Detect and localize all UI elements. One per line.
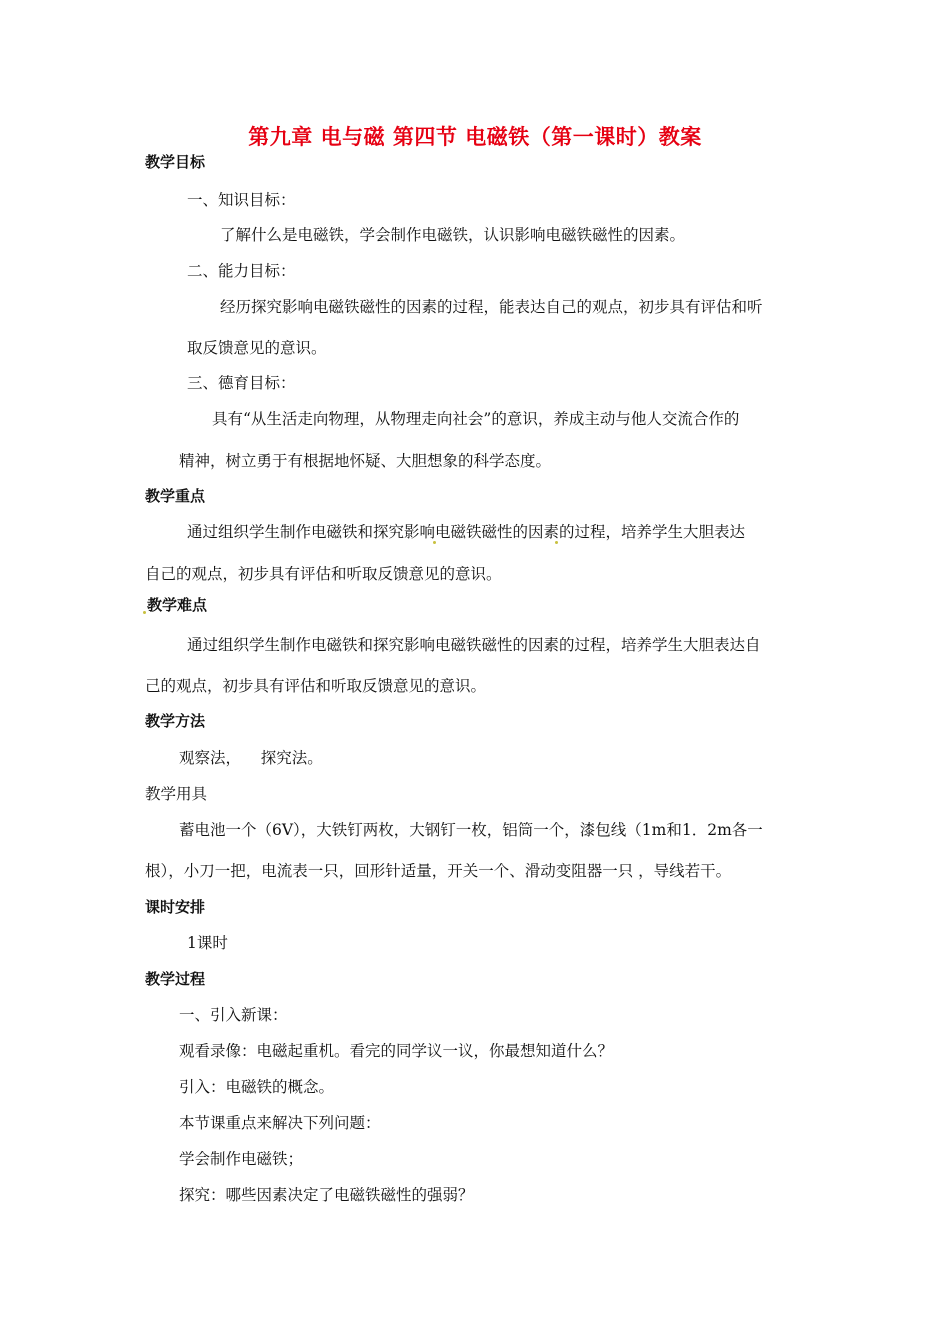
key-points-heading: 教学重点 [145,487,206,505]
ability-label: 二、能力目标： [187,262,296,280]
moral-text-line-1: 具有“从生活走向物理，从物理走向社会”的意识，养成主动与他人交流合作的 [212,410,740,428]
methods-heading: 教学方法 [145,712,206,730]
stray-mark [143,611,146,614]
key-points-line-1: 通过组织学生制作电磁铁和探究影响电磁铁磁性的因素的过程，培养学生大胆表达 [187,523,746,541]
tools-line-1: 蓄电池一个（6V），大铁钉两枚，大钢钉一枚，铝筒一个，漆包线（1m和1．2m各一 [179,821,763,839]
ability-text-line-1: 经历探究影响电磁铁磁性的因素的过程，能表达自己的观点，初步具有评估和听 [220,298,763,316]
document-title: 第九章 电与磁 第四节 电磁铁（第一课时）教案 [248,125,702,149]
stray-mark [433,541,436,544]
process-line-2: 引入：电磁铁的概念。 [179,1078,335,1096]
key-points-line-2: 自己的观点，初步具有评估和听取反馈意见的意识。 [145,565,502,583]
process-line-5: 探究：哪些因素决定了电磁铁磁性的强弱？ [179,1186,474,1204]
objectives-heading: 教学目标 [145,153,206,171]
knowledge-label: 一、知识目标： [187,191,296,209]
process-intro-label: 一、引入新课： [179,1006,288,1024]
schedule-heading: 课时安排 [145,898,206,916]
process-line-4: 学会制作电磁铁； [179,1150,304,1168]
process-line-1: 观看录像：电磁起重机。看完的同学议一议，你最想知道什么？ [179,1042,614,1060]
stray-mark [555,541,558,544]
knowledge-text: 了解什么是电磁铁，学会制作电磁铁，认识影响电磁铁磁性的因素。 [220,226,686,244]
difficulties-line-1: 通过组织学生制作电磁铁和探究影响电磁铁磁性的因素的过程，培养学生大胆表达自 [187,636,761,654]
difficulties-line-2: 己的观点，初步具有评估和听取反馈意见的意识。 [145,677,487,695]
process-heading: 教学过程 [145,970,206,988]
tools-line-2: 根），小刀一把，电流表一只，回形针适量，开关一个、滑动变阻器一只 ，导线若干。 [145,862,732,880]
ability-text-line-2: 取反馈意见的意识。 [187,339,327,357]
methods-text: 观察法， 探究法。 [179,749,323,767]
moral-label: 三、德育目标： [187,374,296,392]
schedule-text: 1课时 [187,934,228,952]
tools-heading: 教学用具 [145,785,208,803]
process-line-3: 本节课重点来解决下列问题： [179,1114,381,1132]
difficulties-heading: 教学难点 [147,596,208,614]
moral-text-line-2: 精神，树立勇于有根据地怀疑、大胆想象的科学态度。 [179,452,552,470]
